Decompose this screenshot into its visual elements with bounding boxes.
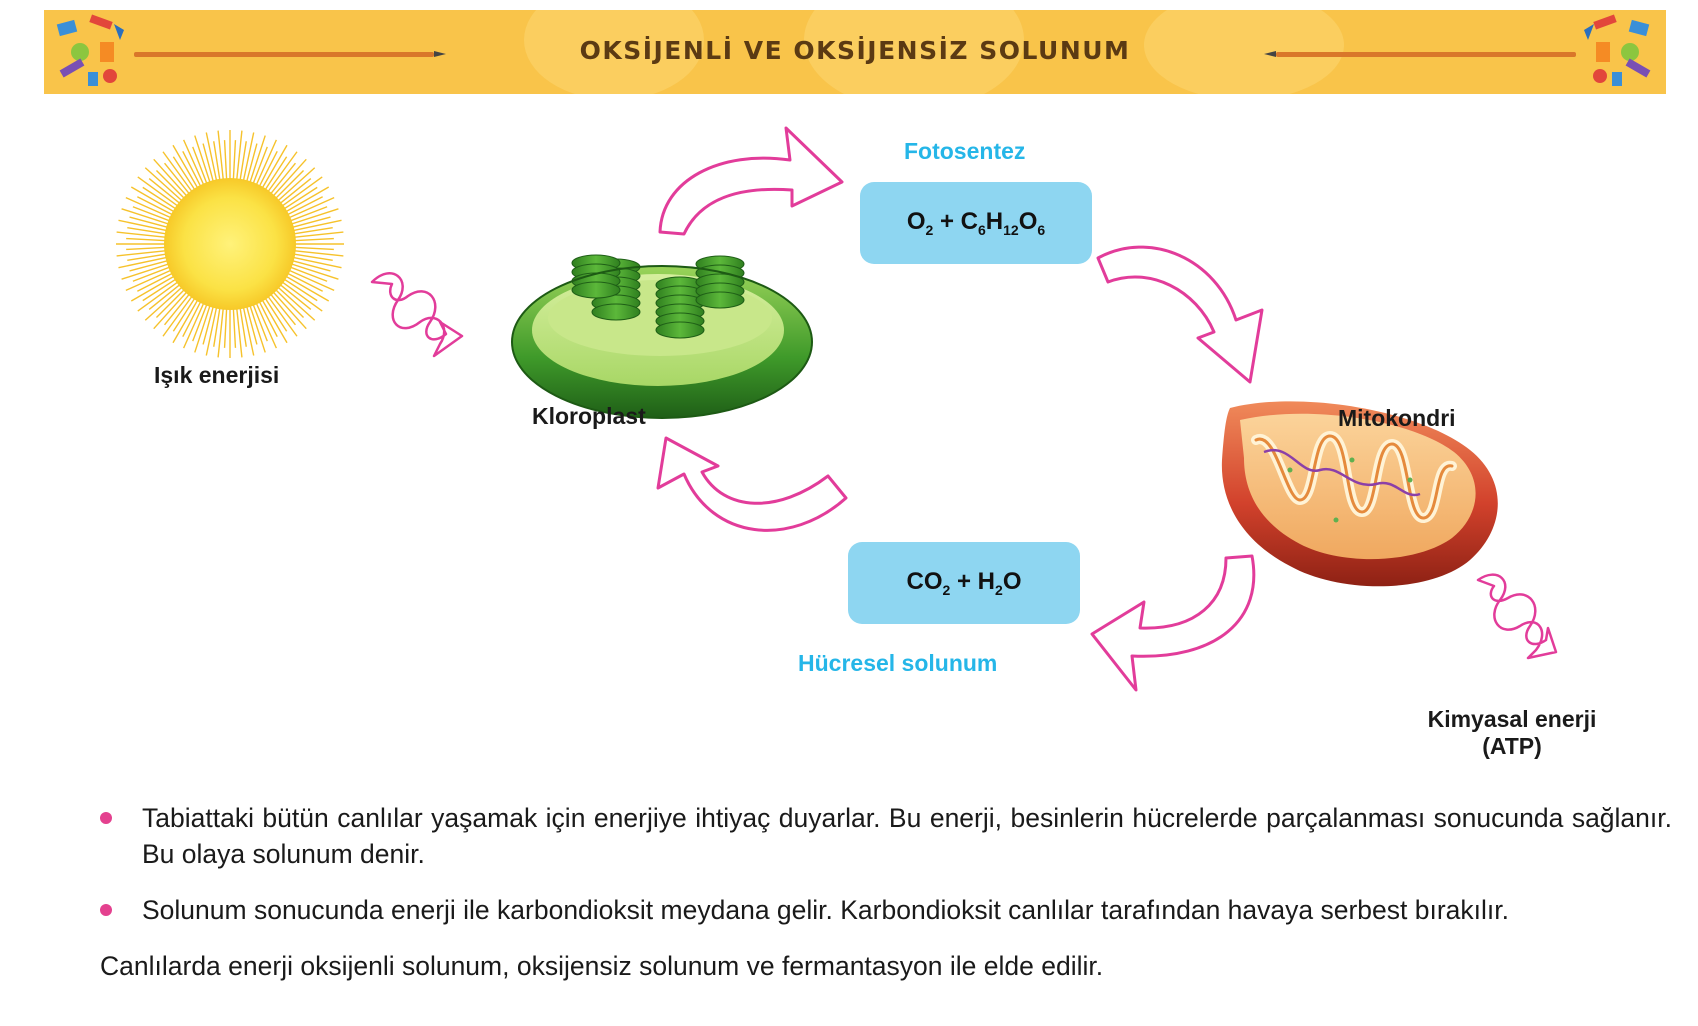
atp-text: (ATP) bbox=[1482, 733, 1542, 759]
light-energy-label: Işık enerjisi bbox=[154, 362, 280, 388]
arrow-mitochondrion-to-respiration bbox=[1092, 556, 1254, 690]
arrow-photosynthesis-to-mitochondrion bbox=[1098, 247, 1262, 382]
body-text bbox=[100, 800, 1672, 984]
bullet-dot bbox=[100, 904, 112, 916]
photosynthesis-products-box bbox=[860, 182, 1092, 264]
chloroplast-illustration bbox=[512, 255, 812, 418]
bullet-item bbox=[100, 892, 1672, 928]
chemical-energy-label bbox=[1412, 706, 1612, 760]
light-wave-arrow bbox=[372, 273, 462, 356]
bullet-item bbox=[100, 800, 1672, 872]
chemical-energy-wave-arrow bbox=[1478, 575, 1556, 658]
chloroplast-label: Kloroplast bbox=[532, 403, 646, 429]
arrow-respiration-to-chloroplast bbox=[658, 438, 846, 530]
bullet-text: Solunum sonucunda enerji ile karbondioksit meydana gelir. Karbondioksit canlılar tarafından havaya serbest bırakılır. bbox=[142, 895, 1510, 925]
closing-sentence: Canlılarda enerji oksijenli solunum, oksijensiz solunum ve fermantasyon ile elde edilir. bbox=[100, 951, 1104, 981]
cellular-respiration-label: Hücresel solunum bbox=[798, 650, 998, 676]
page-title: OKSİJENLİ VE OKSİJENSİZ SOLUNUM bbox=[579, 36, 1131, 65]
bullet-dot bbox=[100, 812, 112, 824]
formula-text: $CO_2 + H_2O$ bbox=[906, 568, 1022, 598]
mitochondrion-label: Mitokondri bbox=[1338, 405, 1456, 431]
photosynthesis-label: Fotosentez bbox=[904, 138, 1026, 164]
formula-text: $O_2 + C_6H_{12}O_6$ bbox=[906, 208, 1046, 238]
arrow-chloroplast-to-photosynthesis bbox=[660, 128, 842, 234]
chemical-energy-text: Kimyasal enerji bbox=[1427, 706, 1597, 732]
respiration-products-box bbox=[848, 542, 1080, 624]
bullet-text: Tabiattaki bütün canlılar yaşamak için enerjiye ihtiyaç duyarlar. Bu enerji, besinlerin hücrelerde parçalanması sonucunda sağlanır. Bu olaya solunum denir. bbox=[142, 803, 1672, 869]
sun-icon bbox=[116, 130, 344, 358]
